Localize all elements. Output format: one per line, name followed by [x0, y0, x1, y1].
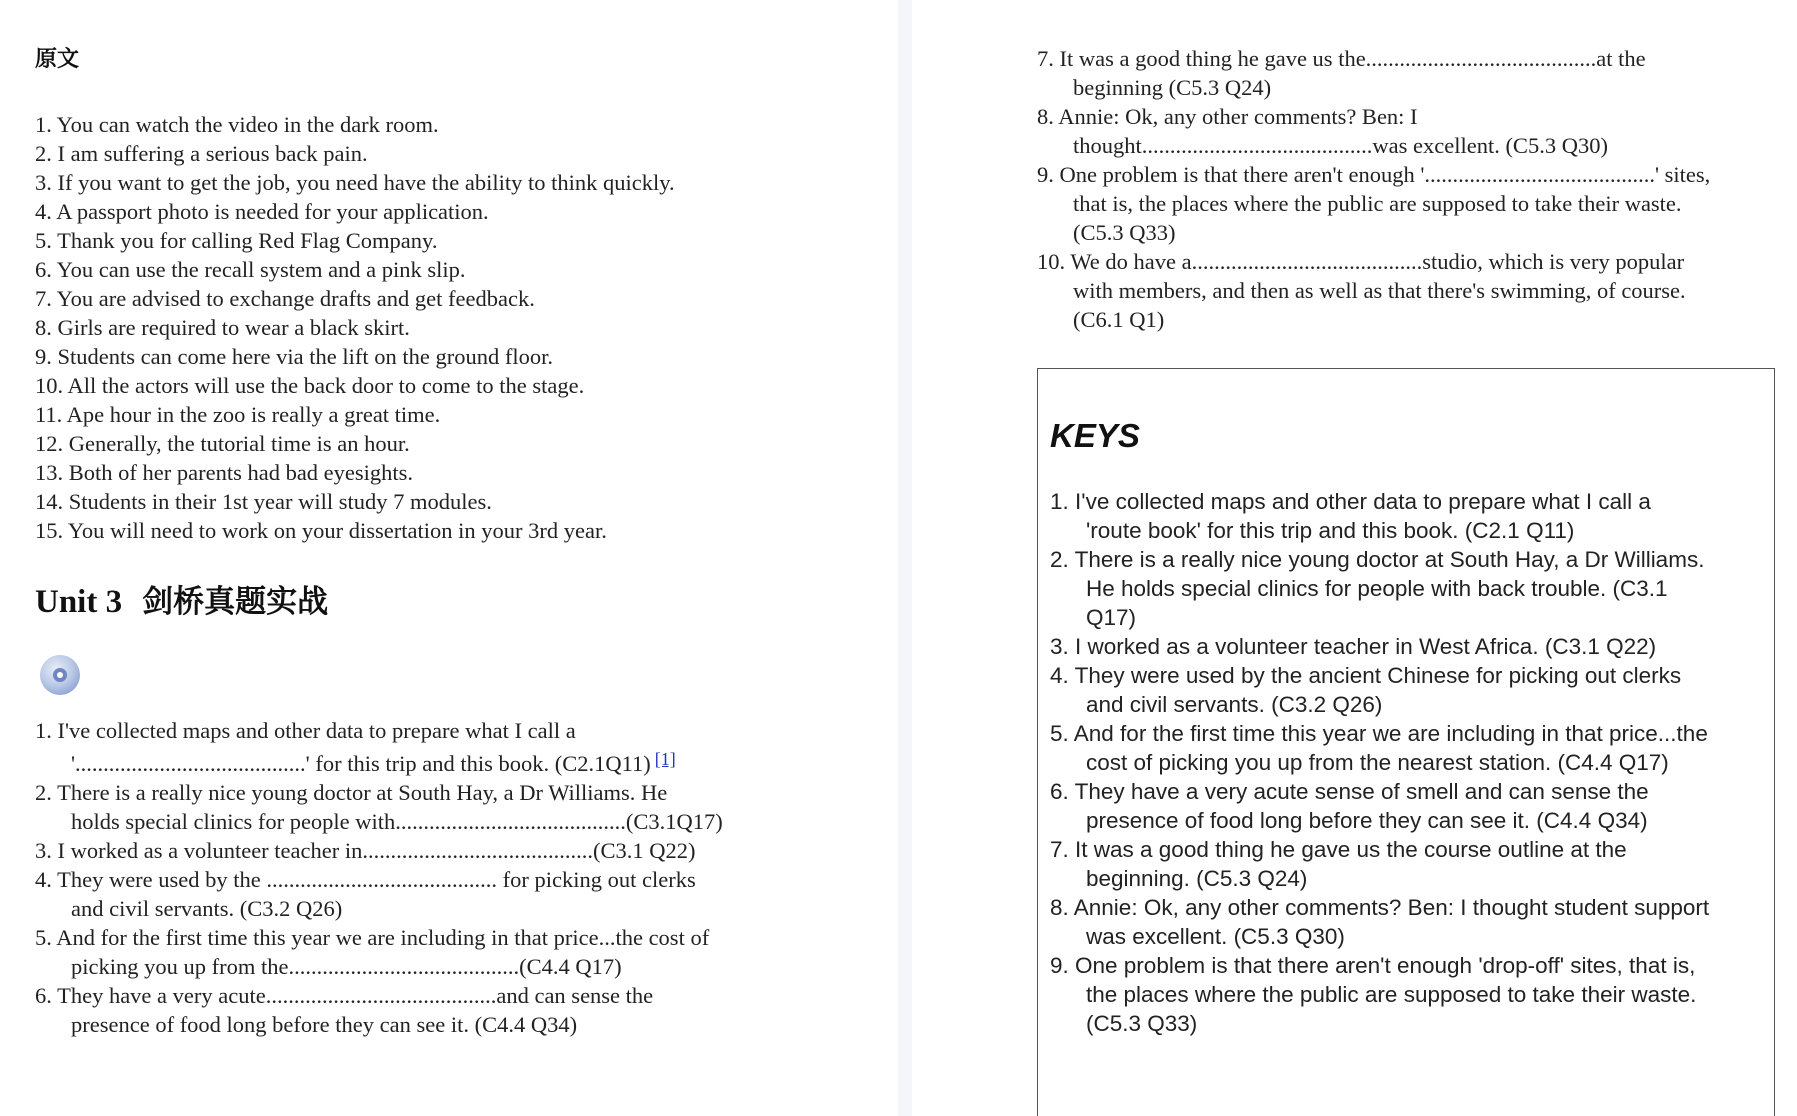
key-line: 7. It was a good thing he gave us the course outline at the: [1050, 837, 1627, 862]
list-item: [1050, 835, 1709, 893]
list-item: [1050, 632, 1709, 661]
exercise-continuation: picking you up from the.........................................(C4.4 Q17): [71, 954, 622, 979]
exercise-line: 7. It was a good thing he gave us the.........................................at the: [1037, 46, 1646, 71]
key-continuation: (C5.3 Q33): [1086, 1011, 1198, 1036]
list-item: [1037, 44, 1710, 102]
list-item: 2. I am suffering a serious back pain.: [35, 141, 368, 166]
exercise-line: 2. There is a really nice young doctor at South Hay, a Dr Williams. He: [35, 780, 668, 805]
list-item: 14. Students in their 1st year will study 7 modules.: [35, 489, 492, 514]
key-line: 5. And for the first time this year we are including in that price...the: [1050, 721, 1708, 746]
list-item: [1050, 661, 1709, 719]
key-continuation: He holds special clinics for people with back trouble. (C3.1: [1086, 576, 1668, 601]
list-item: 9. Students can come here via the lift on the ground floor.: [35, 344, 553, 369]
exercise-continuation: beginning (C5.3 Q24): [1073, 75, 1272, 100]
exercise-line: 9. One problem is that there aren't enough '.........................................' sites,: [1037, 162, 1711, 187]
exercise-continuation: thought.........................................was excellent. (C5.3 Q30): [1073, 133, 1608, 158]
list-item: [35, 923, 723, 981]
list-item: 3. If you want to get the job, you need have the ability to think quickly.: [35, 170, 675, 195]
unit-title: [35, 576, 328, 621]
list-item: 8. Girls are required to wear a black skirt.: [35, 315, 410, 340]
list-item: [35, 778, 723, 836]
exercise-continuation: with members, and then as well as that there's swimming, of course.: [1073, 278, 1686, 303]
list-item: [1037, 102, 1710, 160]
list-item: 10. All the actors will use the back door to come to the stage.: [35, 373, 585, 398]
exercise-continuation: (C5.3 Q33): [1073, 220, 1176, 245]
key-line: 3. I worked as a volunteer teacher in West Africa. (C3.1 Q22): [1050, 634, 1657, 659]
key-continuation: was excellent. (C5.3 Q30): [1086, 924, 1345, 949]
list-item: [35, 836, 723, 865]
exercise-continuation: that is, the places where the public are supposed to take their waste.: [1073, 191, 1682, 216]
keys-title: KEYS: [1050, 417, 1140, 454]
keys-box: [1037, 368, 1775, 1116]
list-item: [35, 865, 723, 923]
list-item: 1. You can watch the video in the dark room.: [35, 112, 439, 137]
exercise-line: '.........................................' for this trip and this book. (C2.1Q11): [71, 751, 651, 776]
key-line: 2. There is a really nice young doctor at South Hay, a Dr Williams.: [1050, 547, 1705, 572]
exercise-list-left: [35, 716, 723, 1039]
list-item: [1050, 545, 1709, 632]
key-line: 8. Annie: Ok, any other comments? Ben: I thought student support: [1050, 895, 1710, 920]
source-sentence-list: [35, 110, 675, 545]
list-item: [1050, 777, 1709, 835]
list-item: [35, 981, 723, 1039]
list-item: [1050, 893, 1709, 951]
exercise-list-right: [1037, 44, 1710, 334]
exercise-continuation: and civil servants. (C3.2 Q26): [71, 896, 343, 921]
exercise-continuation: [35, 745, 723, 778]
unit-title-cn: 剑桥真题实战: [142, 584, 329, 620]
right-page: [912, 0, 1797, 1116]
list-item: [35, 716, 723, 778]
list-item: [1050, 719, 1709, 777]
exercise-line: 10. We do have a.........................................studio, which is very popular: [1037, 249, 1685, 274]
exercise-line: 6. They have a very acute.........................................and can sense the: [35, 983, 654, 1008]
key-line: 6. They have a very acute sense of smell and can sense the: [1050, 779, 1649, 804]
key-line: 9. One problem is that there aren't enough 'drop-off' sites, that is,: [1050, 953, 1696, 978]
list-item: 4. A passport photo is needed for your application.: [35, 199, 489, 224]
keys-list: [1050, 487, 1709, 1038]
list-item: 7. You are advised to exchange drafts and get feedback.: [35, 286, 535, 311]
exercise-continuation: (C6.1 Q1): [1073, 307, 1165, 332]
list-item: 5. Thank you for calling Red Flag Company.: [35, 228, 438, 253]
list-item: 12. Generally, the tutorial time is an hour.: [35, 431, 410, 456]
key-line: 1. I've collected maps and other data to prepare what I call a: [1050, 489, 1651, 514]
footnote-link[interactable]: [1]: [654, 749, 676, 769]
exercise-continuation: holds special clinics for people with.........................................(C3.1Q17): [71, 809, 723, 834]
key-continuation: beginning. (C5.3 Q24): [1086, 866, 1308, 891]
key-line: 4. They were used by the ancient Chinese for picking out clerks: [1050, 663, 1682, 688]
list-item: 15. You will need to work on your dissertation in your 3rd year.: [35, 518, 607, 543]
list-item: 6. You can use the recall system and a pink slip.: [35, 257, 466, 282]
list-item: [1050, 487, 1709, 545]
exercise-line: 1. I've collected maps and other data to prepare what I call a: [35, 718, 576, 743]
exercise-line: 5. And for the first time this year we are including in that price...the cost of: [35, 925, 710, 950]
exercise-line: 8. Annie: Ok, any other comments? Ben: I: [1037, 104, 1418, 129]
key-continuation: the places where the public are supposed to take their waste.: [1086, 982, 1697, 1007]
source-heading: 原文: [35, 47, 80, 72]
key-continuation: presence of food long before they can see it. (C4.4 Q34): [1086, 808, 1648, 833]
key-continuation: 'route book' for this trip and this book. (C2.1 Q11): [1086, 518, 1575, 543]
exercise-line: 3. I worked as a volunteer teacher in.........................................(C3.1 Q22): [35, 838, 696, 863]
list-item: 13. Both of her parents had bad eyesights.: [35, 460, 414, 485]
exercise-line: 4. They were used by the ......................................... for picking out clerks: [35, 867, 696, 892]
left-page: [0, 0, 898, 1116]
list-item: [1037, 247, 1710, 334]
list-item: 11. Ape hour in the zoo is really a great time.: [35, 402, 441, 427]
key-continuation: cost of picking you up from the nearest station. (C4.4 Q17): [1086, 750, 1669, 775]
list-item: [1037, 160, 1710, 247]
key-continuation: and civil servants. (C3.2 Q26): [1086, 692, 1383, 717]
key-continuation: Q17): [1086, 605, 1137, 630]
list-item: [1050, 951, 1709, 1038]
exercise-continuation: presence of food long before they can see it. (C4.4 Q34): [71, 1012, 578, 1037]
unit-label: Unit 3: [35, 584, 123, 620]
audio-disc-icon[interactable]: [38, 653, 82, 697]
